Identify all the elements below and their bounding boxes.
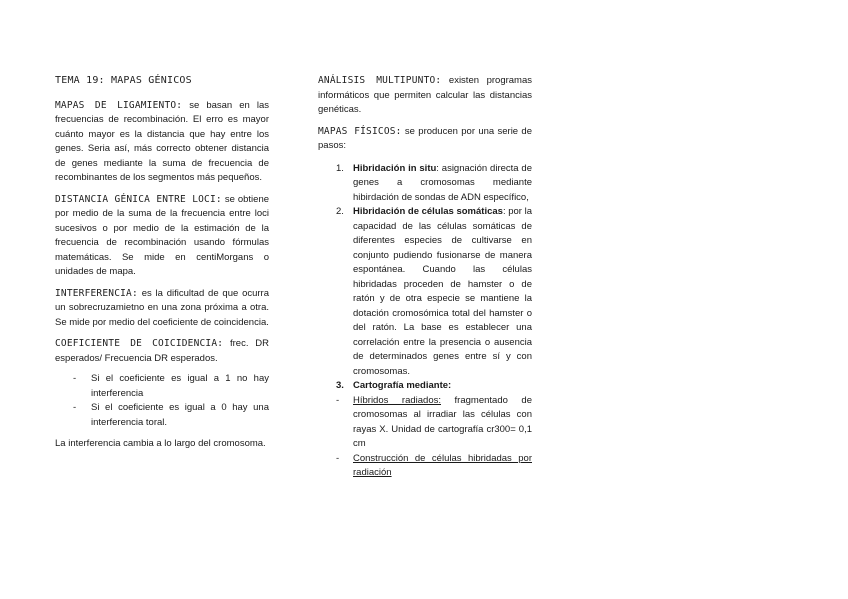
- list-item: [318, 162, 532, 206]
- interferencia-paragraph: [55, 287, 269, 331]
- closing-paragraph: La interferencia cambia a lo largo del cromosoma.: [55, 438, 266, 449]
- step-number: 3.: [336, 380, 344, 391]
- list-item: [318, 394, 532, 452]
- step-title: Hibridación in situ: [353, 162, 437, 174]
- ligamiento-paragraph: [55, 99, 269, 186]
- distancia-heading: DISTANCIA GÉNICA ENTRE LOCI:: [55, 193, 222, 205]
- list-item: [318, 452, 532, 481]
- coeficiente-heading: COEFICIENTE DE COICIDENCIA:: [55, 338, 224, 349]
- step-number: 1.: [336, 162, 344, 174]
- interferencia-text: es la dificultad de que ocurra un sobrecruzamietno en una zona próxima a otra. Se mide por medio del coeficiente de coincidencia.: [55, 287, 269, 328]
- step-text: : por la capacidad de las células somáticas de diferentes especies de cultivarse en conjunto pudiendo fusionarse de manera espontánea. Cuando las células hibridadas proceden de hamster o de ratón y de otra especie se mantiene la dotación cromosómica total del hamster o del ratón. La base es establecer una correlación entre la presencia o ausencia de determinados genes entre sí y con cromosomas.: [353, 206, 532, 377]
- multipunto-paragraph: [318, 74, 532, 118]
- steps-list: [318, 162, 532, 394]
- sub-text: fragmentado de cromosomas al irradiar las células con rayas X. Unidad de cartografía cr300= 0,1 cm: [353, 394, 532, 449]
- list-item: - Si el coeficiente es igual a 1 no hay interferencia: [73, 372, 269, 401]
- right-column: [318, 74, 532, 481]
- step-number: 2.: [336, 206, 344, 217]
- page-title: TEMA 19: MAPAS GÉNICOS: [55, 75, 192, 86]
- ligamiento-text: se basan en las frecuencias de recombinación. El erro es mayor cuánto mayor es la distancia que hay entre los genes. Seria así, más correcto obtener distancia de genes mediante la suma de frecuencia de recombinantes de los segmentos más pequeños.: [55, 99, 270, 183]
- step-text: : asignación directa de genes a cromosomas mediante hibirdación de sondas de ADN específico,: [353, 162, 532, 203]
- list-item: - Si el coeficiente es igual a 0 hay una interferencia toral.: [73, 401, 269, 430]
- fisicos-text: se producen por una serie de pasos:: [318, 125, 532, 151]
- interferencia-heading: INTERFERENCIA:: [55, 287, 138, 299]
- coeficiente-text: frec. DR esperados/ Frecuencia DR esperados.: [55, 338, 269, 364]
- multipunto-heading: ANÁLISIS MULTIPUNTO:: [318, 75, 442, 86]
- sub-title: Construcción de células hibridadas por radiación: [353, 452, 532, 478]
- multipunto-text: existen programas informáticos que permiten calcular las distancias genéticas.: [318, 75, 532, 115]
- dash-marker: -: [336, 394, 340, 406]
- distancia-paragraph: [55, 193, 269, 280]
- distancia-text: se obtiene por medio de la suma de la frecuencia entre loci sucesivos o por medio de la estimación de la frecuencia de recombinación usando fórmulas matemáticas. Se mide en centiMorgans o unidades de mapa.: [55, 193, 270, 277]
- fisicos-paragraph: [318, 125, 532, 154]
- fisicos-heading: MAPAS FÍSICOS:: [318, 125, 402, 137]
- step-title: Hibridación de células somáticas: [353, 206, 503, 217]
- cartografia-list: [318, 394, 532, 481]
- ligamiento-heading: MAPAS DE LIGAMIENTO:: [55, 99, 183, 111]
- list-item: [318, 205, 532, 379]
- list-item: [318, 379, 532, 394]
- sub-title: Híbridos radiados:: [353, 394, 441, 406]
- dash-marker: -: [336, 452, 340, 464]
- step-title: Cartografía mediante: [353, 380, 449, 391]
- coeficiente-list: [55, 372, 269, 430]
- step-text: :: [448, 380, 452, 391]
- coeficiente-paragraph: [55, 337, 269, 366]
- left-column: [55, 74, 269, 459]
